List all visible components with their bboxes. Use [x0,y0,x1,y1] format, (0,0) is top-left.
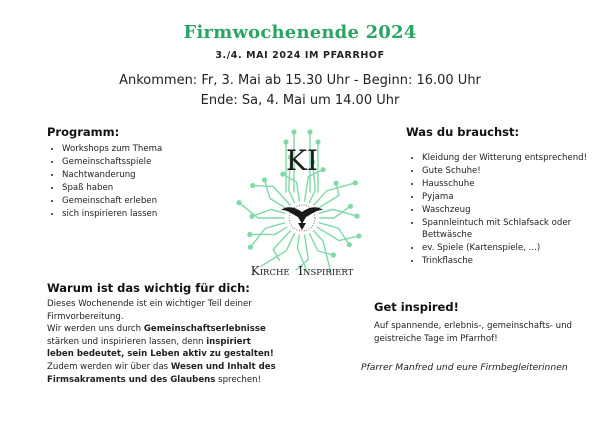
program-item: • sich inspirieren lassen [62,208,237,221]
circuit-line [317,183,339,209]
circuit-line [253,186,291,206]
needs-item: • Spannleintuch mit Schlafsack oder Bettwäsche [422,217,597,243]
why-paragraph: Dieses Wochenende ist ein wichtiger Teil deiner Firmvorbereitung. Wir werden uns durch Gemeinschaftserlebnisse stärken und inspirieren lassen, denn inspiriert leben bedeutet, sein Leben aktiv zu gestalten! Zudem werden wir über das Wesen und Inhalt des Firmsakraments und des Glaubens sprechen! [47,299,276,385]
circuit-node [354,214,359,219]
needs-item: • ev. Spiele (Kartenspiele, ...) [422,242,597,255]
needs-list [407,152,597,268]
program-item: • Gemeinschaft erleben [62,195,237,208]
circuit-node [307,129,312,134]
circuit-node [250,183,255,188]
why-heading: Warum ist das wichtig für dich: [47,281,250,295]
circuit-line [252,209,285,216]
get-inspired-text: Auf spannende, erlebnis-, gemeinschafts- und geistreiche Tage im Pfarrhof! [374,321,572,344]
program-item: • Gemeinschaftsspiele [62,156,237,169]
needs-item: • Pyjama [422,191,597,204]
circuit-line [239,203,284,218]
program-item: • Workshops zum Thema [62,143,237,156]
circuit-node [249,214,254,219]
circuit-node [236,200,241,205]
program-item: • Spaß haben [62,182,237,195]
program-item: • Nachtwanderung [62,169,237,182]
circuit-node [262,177,267,182]
needs-item: • Waschzeug [422,204,597,217]
end-time: Ende: Sa, 4. Mai um 14.00 Uhr [200,93,400,108]
needs-heading: Was du brauchst: [406,125,520,139]
circuit-node [353,180,358,185]
needs-item: • Hausschuhe [422,178,597,191]
kirche-inspiriert-logo [234,122,370,282]
circuit-line [273,231,290,261]
circuit-node [331,252,336,257]
signature: Pfarrer Manfred und eure Firmbegleiterinnen [361,362,568,373]
arrival-time: Ankommen: Fr, 3. Mai ab 15.30 Uhr - Beginn: 16.00 Uhr [119,73,481,88]
circuit-line [314,183,356,205]
circuit-node [247,232,252,237]
circuit-line [265,180,287,209]
get-inspired-heading: Get inspired! [374,300,459,314]
logo-wordmark: KIRCHE INSPIRIERT [250,264,354,278]
needs-item: • Kleidung der Witterung entsprechend! [422,152,597,165]
circuit-node [334,181,339,186]
circuit-node [348,204,353,209]
circuit-node [280,172,285,177]
page-title: Firmwochenende 2024 [183,22,417,43]
circuit-line [250,227,287,234]
needs-item: • Gute Schuhe! [422,165,597,178]
circuit-node [347,242,352,247]
circuit-node [356,233,361,238]
circuit-node [248,245,253,250]
circuit-line [310,234,334,255]
circuit-line [261,234,294,267]
logo-monogram: KI [286,144,318,177]
circuit-node [291,129,296,134]
circuit-line [317,227,359,240]
date-location-subtitle: 3./4. MAI 2024 IM PFARRHOF [215,50,385,61]
program-heading: Programm: [47,125,120,139]
program-list [47,143,237,220]
circuit-node [321,167,326,172]
needs-item: • Trinkflasche [422,255,597,268]
